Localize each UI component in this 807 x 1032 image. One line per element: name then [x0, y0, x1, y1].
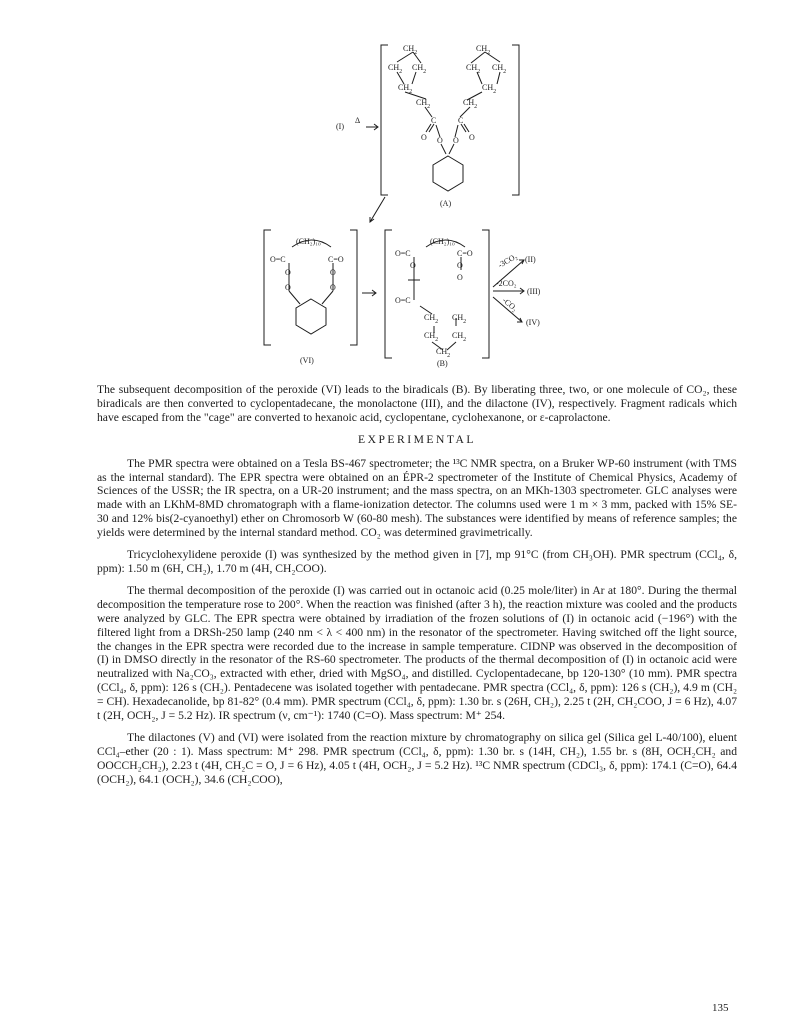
bracket-vi-right — [350, 230, 357, 345]
c-a2: C — [458, 116, 464, 125]
c-eq-o-b: C=O — [457, 249, 473, 258]
o-a2: O — [469, 133, 475, 142]
ch2-a7: $CH_2$ — [466, 63, 481, 75]
body-text — [97, 383, 737, 795]
reaction-scheme — [0, 0, 807, 380]
page-number: 135 — [712, 1002, 729, 1014]
paragraph-synthesis: Tricyclohexylidene peroxide (I) was synthesized by the method given in [7], mp 91°C (from CH₃OH). PMR spectrum (CCl₄, δ, ppm): 1.50 m (6H, CH₂), 1.70 m (4H, CH₂COO). — [97, 548, 737, 575]
o-a1: O — [421, 133, 427, 142]
ring10-b: (CH₂)₁₀ — [430, 237, 455, 246]
label-a: (A) — [440, 199, 452, 208]
o-a3: O — [437, 136, 443, 145]
ch2-b4: $CH_2$ — [452, 331, 467, 343]
svg-text:O: O — [330, 268, 336, 277]
ch2-a9: $CH_2$ — [482, 83, 497, 95]
ch2-a3: $CH_2$ — [412, 63, 427, 75]
bracket-b-right — [482, 230, 489, 358]
reaction-scheme-svg — [0, 0, 807, 380]
label-reagent-i: (I) — [336, 122, 344, 131]
ch2-a2: $CH_2$ — [388, 63, 403, 75]
label-minus-3co2: -3CO₂ — [496, 251, 519, 270]
bracket-a-left — [381, 45, 388, 195]
ch2-a4: $CH_2$ — [398, 83, 413, 95]
o-eq-c-b2: O=C — [395, 296, 411, 305]
o-a4: O — [453, 136, 459, 145]
arrow-a-to-vi — [370, 197, 385, 222]
label-vi: (VI) — [300, 356, 314, 365]
ch2-a10: $CH_2$ — [463, 98, 478, 110]
bracket-b-left — [385, 230, 392, 358]
bracket-a-right — [512, 45, 519, 195]
ch2-a5: $CH_2$ — [416, 98, 431, 110]
cyclohexane-a — [433, 156, 463, 191]
label-iv: (IV) — [526, 318, 540, 327]
paragraph-instruments: The PMR spectra were obtained on a Tesla BS-467 spectrometer; the ¹³C NMR spectra, on a Bruker WP-60 instrument (with TMS as the internal standard). The EPR spectra were obtained on an ÉPR-2 spectrometer of the Institute of Chemical Physics, Academy of Sciences of the USSR; the IR spectra, on a UR-20 instrument; and the mass spectra, on an MKh-1303 spectrometer. GLC analyses were made with an LKhM-8MD chromatograph with a flame-ionization detector. The columns used were 1 m × 3 mm, packed with 15% SE-30 and 12% bis(2-cyanoethyl) ether on Chromosorb W (60-80 mesh). The substances were identified by means of reference samples; the yields were determined by the internal standard method. CO₂ was determined gravimetrically. — [97, 456, 737, 540]
label-ii: (II) — [525, 255, 536, 264]
paragraph-decomposition: The subsequent decomposition of the peroxide (VI) leads to the biradicals (B). By liberating three, two, or one molecule of CO₂, these biradicals are then converted to cyclopentadecane, the monolactone (III), and the dilactone (IV), respectively. Fragment radicals which have escaped from the "cage" are converted to hexanoic acid, cyclopentane, cyclohexanone, or ε-caprolactone. — [97, 383, 737, 424]
paragraph-thermal-decomposition: The thermal decomposition of the peroxide (I) was carried out in octanoic acid (0.25 mole/liter) in Ar at 180°. During the thermal decomposition the temperature rose to 200°. When the reaction was finished (after 3 h), the reaction mixture was cooled and the products were analyzed by GLC. The EPR spectra were obtained by irradiation of the frozen solutions of (I) in octanoic acid (−196°) with the filtered light from a DRSh-250 lamp (240 nm < λ < 400 nm) in the resonator of the spectrometer. Having switched off the light source, the changes in the EPR spectra were recorded due to the increase in sample temperature. CIDNP was observed in the decomposition of (I) in DMSO directly in the resonator of the RS-60 spectrometer. The products of the thermal decomposition of (I) in octanoic acid were neutralized with Na₂CO₃, extracted with ether, dried with MgSO₄, and distilled. Cyclopentadecane, bp 120-130° (10 mm). PMR spectra (CCl₄, δ, ppm): 126 s (CH₂). Pentadecene was isolated together with pentadecane. PMR spectra (CCl₄, δ, ppm): 126 s (CH₂), 4.9 m (CH₂ = CH). Hexadecanolide, bp 81-82° (0.4 mm). PMR spectrum (CCl₄, δ, ppm): 1.30 br. s (26H, CH₂), 2.25 t (2H, CH₂COO, J = 6 Hz), 4.07 t (2H, OCH₂, J = 5.2 Hz). IR spectrum (ν, cm⁻¹): 1740 (C=O). Mass spectrum: M⁺ 254. — [97, 583, 737, 723]
label-iii: (III) — [527, 287, 541, 296]
paragraph-dilactones: The dilactones (V) and (VI) were isolated from the reaction mixture by chromatography on silica gel (Silica gel L-40/100), eluent CCl₄–ether (20 : 1). Mass spectrum: M⁺ 298. PMR spectrum (CCl₄, δ, ppm): 1.30 br. s (14H, CH₂), 1.55 br. s (8H, OCH₂CH₂ and OOCCH₂CH₂), 2.23 t (4H, CH₂C = O, J = 6 Hz), 4.05 t (4H, OCH₂, J = 5.2 Hz). ¹³C NMR spectrum (CDCl₃, δ, ppm): 174.1 (C=O), 64.4 (OCH₂), 64.1 (OCH₂), 34.6 (CH₂COO), — [97, 730, 737, 786]
ch2-b2: $CH_2$ — [452, 313, 467, 325]
o-eq-c-vi: O=C — [270, 255, 286, 264]
svg-text:O: O — [457, 261, 463, 270]
label-minus-co2: -CO₂ — [500, 295, 520, 314]
svg-text:O: O — [410, 261, 416, 270]
ch2-b3: $CH_2$ — [424, 331, 439, 343]
svg-text:O: O — [457, 273, 463, 282]
svg-text:O: O — [285, 268, 291, 277]
label-minus-2co2: -2CO₂ — [496, 279, 517, 288]
ring10-vi: (CH₂)₁₀ — [296, 237, 321, 246]
ch2-a1: $CH_2$ — [403, 44, 418, 56]
o-eq-c-b: O=C — [395, 249, 411, 258]
ch2-b5: $CH_2$ — [436, 347, 451, 359]
section-heading: EXPERIMENTAL — [358, 432, 476, 446]
cyclohexane-vi — [296, 299, 326, 334]
ch2-a8: $CH_2$ — [492, 63, 507, 75]
label-b: (B) — [437, 359, 448, 368]
label-delta: Δ — [355, 116, 361, 125]
svg-text:O: O — [330, 283, 336, 292]
c-a1: C — [431, 116, 437, 125]
ch2-b1: $CH_2$ — [424, 313, 439, 325]
svg-text:O: O — [285, 283, 291, 292]
ch2-a6: $CH_2$ — [476, 44, 491, 56]
c-eq-o-vi: C=O — [328, 255, 344, 264]
bracket-vi-left — [264, 230, 271, 345]
